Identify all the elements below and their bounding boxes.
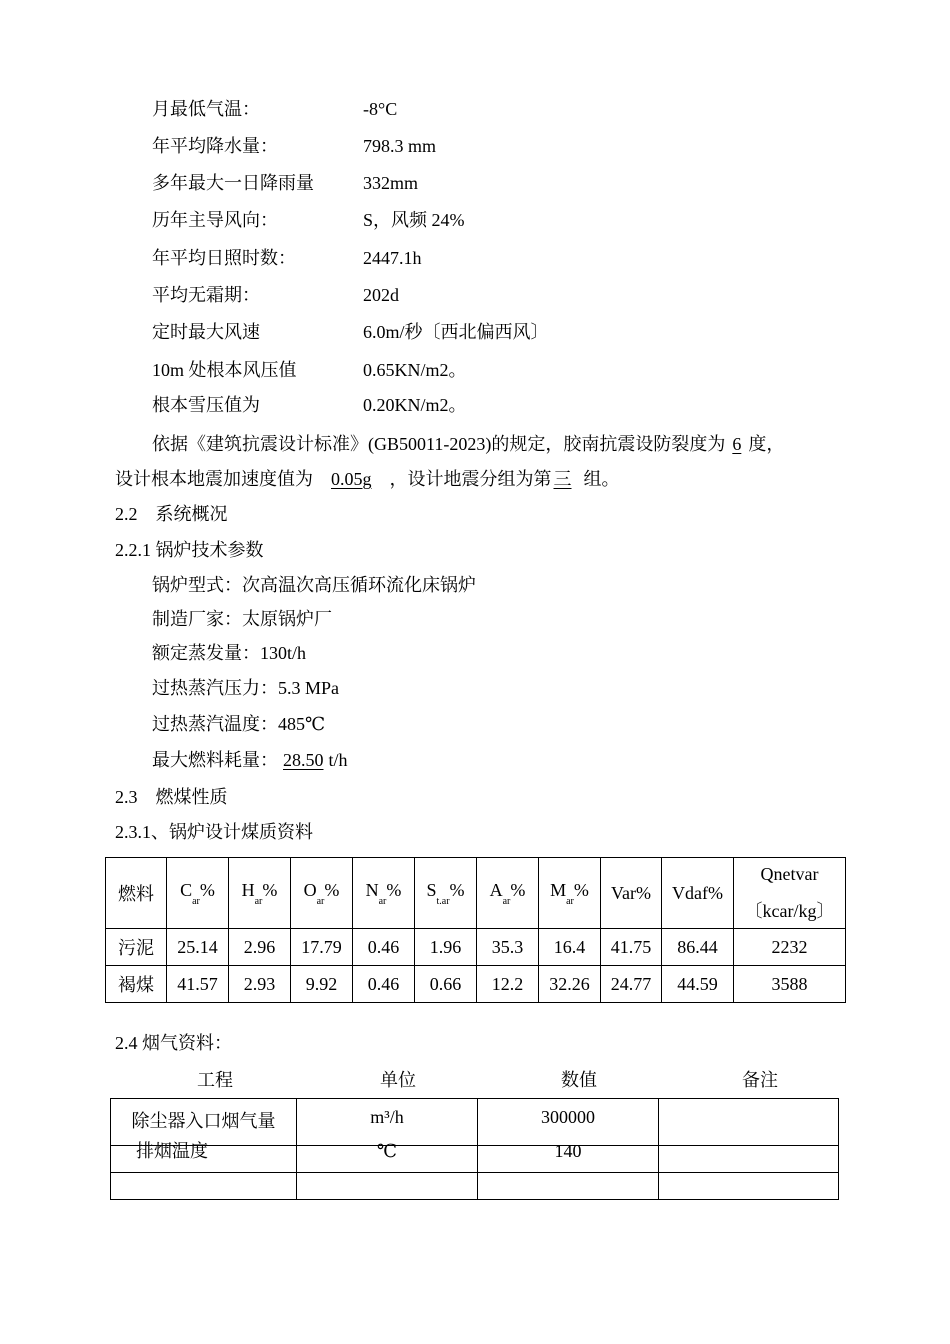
climate-label: 历年主导风向：	[152, 210, 278, 230]
boiler-param: 锅炉型式：次高温次高压循环流化床锅炉	[152, 575, 476, 595]
flue-header-unit: 单位	[380, 1070, 416, 1090]
boiler-max-fuel: 最大燃料耗量： 28.50 t/h	[152, 750, 348, 770]
header-h: $H_{ar}\%$	[229, 858, 291, 929]
table-header-row	[106, 858, 846, 929]
table-row	[106, 966, 846, 1003]
table-cell: 除尘器入口烟气量	[111, 1099, 297, 1146]
header-a: $A_{ar}\%$	[477, 858, 539, 929]
header-o: $O_{ar}\%$	[291, 858, 353, 929]
table-cell: 排烟温度	[111, 1146, 297, 1173]
coal-quality-table	[105, 857, 846, 1003]
table-cell: 2.93	[229, 966, 291, 1003]
table-cell: 0.66	[415, 966, 477, 1003]
table-cell: 2232	[734, 929, 846, 966]
seismic-degree: 6	[732, 434, 742, 454]
climate-label: 10m 处根本风压值	[152, 360, 297, 380]
header-s: $S_{t.ar}\%$	[415, 858, 477, 929]
table-row	[111, 1146, 839, 1173]
table-cell	[297, 1173, 478, 1200]
table-cell	[659, 1173, 839, 1200]
table-cell	[111, 1173, 297, 1200]
table-cell: 16.4	[539, 929, 601, 966]
climate-value: 332mm	[363, 173, 419, 193]
table-cell: 86.44	[662, 929, 734, 966]
table-cell: 3588	[734, 966, 846, 1003]
header-vdaf: Vdaf%	[662, 858, 734, 929]
flue-header-remark: 备注	[742, 1070, 778, 1090]
header-qnet: Qnetvar 〔kcar/kg〕	[734, 858, 846, 929]
seismic-line-2: 设计根本地震加速度值为 0.05g ，设计地震分组为第 三 组。	[115, 469, 620, 489]
table-cell: 2.96	[229, 929, 291, 966]
table-cell	[659, 1146, 839, 1173]
header-m: $M_{ar}\%$	[539, 858, 601, 929]
header-c: $C_{ar}\%$	[167, 858, 229, 929]
boiler-param: 制造厂家：太原锅炉厂	[152, 609, 332, 629]
table-cell: 25.14	[167, 929, 229, 966]
flue-header-item: 工程	[197, 1070, 233, 1090]
climate-value: -8°C	[363, 99, 398, 119]
table-cell: 17.79	[291, 929, 353, 966]
section-heading: 2.2.1 锅炉技术参数	[115, 540, 264, 560]
climate-label: 月最低气温：	[152, 99, 260, 119]
climate-value: 0.20KN/m2。	[363, 395, 467, 415]
climate-value: 202d	[363, 285, 399, 305]
climate-value: 2447.1h	[363, 248, 422, 268]
seismic-line-1: 依据《建筑抗震设计标准》(GB50011-2023)的规定，胶南抗震设防裂度为 6 度，	[152, 434, 785, 454]
seismic-group: 三	[553, 469, 572, 489]
table-row	[106, 929, 846, 966]
climate-label: 定时最大风速	[152, 322, 260, 342]
boiler-param: 额定蒸发量：130t/h	[152, 643, 307, 663]
climate-label: 平均无霜期：	[152, 285, 260, 305]
max-fuel-value: 28.50	[283, 750, 324, 770]
table-cell: 0.46	[353, 966, 415, 1003]
table-cell: 0.46	[353, 929, 415, 966]
table-cell: 9.92	[291, 966, 353, 1003]
climate-value: S，风频 24%	[363, 210, 465, 230]
table-cell: 35.3	[477, 929, 539, 966]
header-n: $N_{ar}\%$	[353, 858, 415, 929]
table-cell	[659, 1099, 839, 1146]
table-cell: ℃	[297, 1146, 478, 1173]
table-cell: 12.2	[477, 966, 539, 1003]
table-row	[111, 1173, 839, 1200]
table-cell	[478, 1173, 659, 1200]
seismic-accel: 0.05g	[331, 469, 372, 489]
climate-label: 根本雪压值为	[152, 395, 260, 415]
table-cell: m³/h	[297, 1099, 478, 1146]
climate-value: 798.3 mm	[363, 136, 437, 156]
table-cell: 41.75	[601, 929, 662, 966]
section-heading: 2.3 燃煤性质	[115, 787, 228, 807]
flue-header-value: 数值	[561, 1070, 597, 1090]
table-cell: 300000	[478, 1099, 659, 1146]
climate-label: 年平均日照时数：	[152, 248, 296, 268]
table-cell: 140	[478, 1146, 659, 1173]
climate-label: 多年最大一日降雨量	[152, 173, 314, 193]
header-var: Var%	[601, 858, 662, 929]
header-fuel: 燃料	[106, 858, 167, 929]
table-cell: 32.26	[539, 966, 601, 1003]
table-cell: 41.57	[167, 966, 229, 1003]
section-heading: 2.3.1、锅炉设计煤质资料	[115, 822, 313, 842]
climate-value: 6.0m/秒〔西北偏西风〕	[363, 322, 549, 342]
table-cell: 褐煤	[106, 966, 167, 1003]
climate-label: 年平均降水量：	[152, 136, 278, 156]
flue-gas-table	[110, 1098, 839, 1200]
boiler-param: 过热蒸汽温度：485℃	[152, 714, 326, 734]
boiler-param: 过热蒸汽压力：5.3 MPa	[152, 678, 340, 698]
table-cell: 污泥	[106, 929, 167, 966]
section-heading: 2.2 系统概况	[115, 504, 228, 524]
climate-value: 0.65KN/m2。	[363, 360, 467, 380]
table-cell: 44.59	[662, 966, 734, 1003]
table-row	[111, 1099, 839, 1146]
section-heading: 2.4 烟气资料：	[115, 1033, 232, 1053]
table-cell: 1.96	[415, 929, 477, 966]
table-cell: 24.77	[601, 966, 662, 1003]
